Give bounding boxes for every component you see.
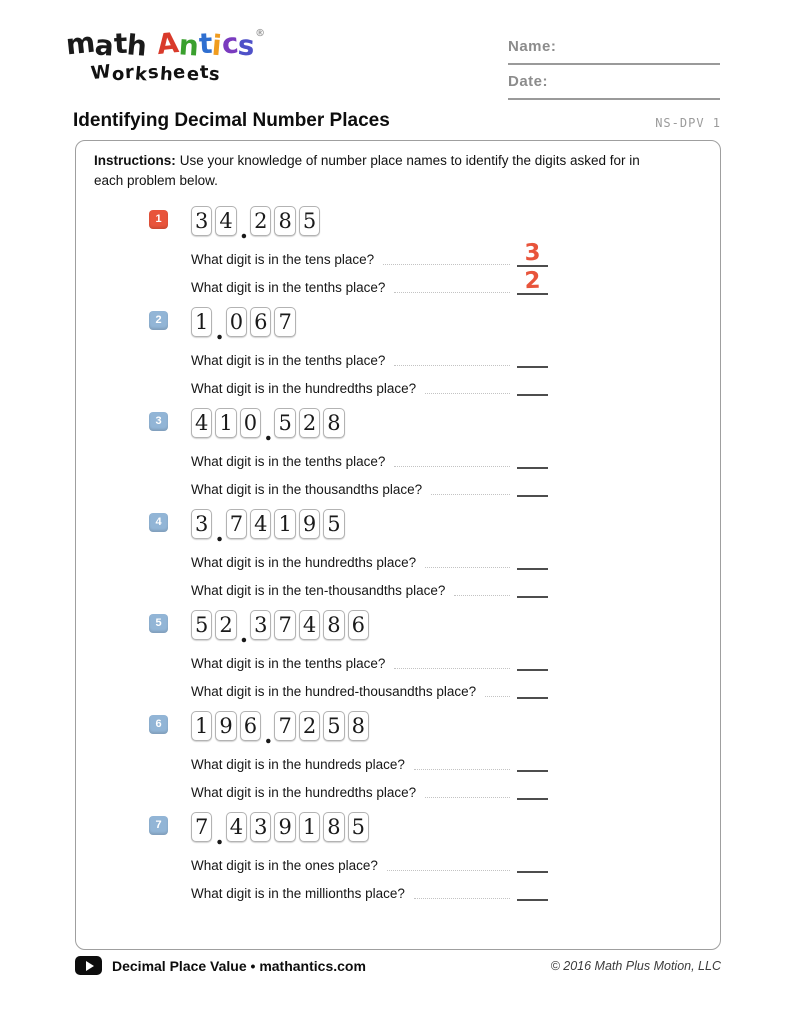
dotted-leader bbox=[485, 696, 510, 697]
title-row bbox=[73, 110, 721, 132]
logo-letter: t bbox=[199, 61, 210, 84]
logo-letter: t bbox=[113, 26, 129, 61]
logo-letter: h bbox=[125, 28, 149, 63]
digit-box: 6 bbox=[348, 610, 369, 640]
digit-box: 3 bbox=[250, 610, 271, 640]
decimal-point: . bbox=[239, 619, 249, 648]
problem bbox=[76, 297, 720, 398]
digit-box: 0 bbox=[226, 307, 247, 337]
question-text: What digit is in the hundreds place? bbox=[191, 757, 405, 772]
dotted-leader bbox=[425, 797, 510, 798]
digit-box: 9 bbox=[215, 711, 236, 741]
digit-box: 1 bbox=[274, 509, 295, 539]
digit-box: 5 bbox=[348, 812, 369, 842]
dotted-leader bbox=[394, 668, 510, 669]
registered-trademark-icon: ® bbox=[255, 28, 266, 39]
answer-line[interactable] bbox=[517, 647, 548, 671]
answer-line[interactable] bbox=[517, 849, 548, 873]
problem bbox=[76, 196, 720, 297]
question-row bbox=[191, 372, 548, 400]
handwritten-answer: 2 bbox=[524, 267, 541, 295]
doc-code: NS-DPV 1 bbox=[655, 116, 721, 130]
play-icon[interactable] bbox=[75, 956, 102, 975]
digit-box: 5 bbox=[191, 610, 212, 640]
digit-box: 7 bbox=[274, 610, 295, 640]
digit-box: 9 bbox=[299, 509, 320, 539]
digit-box: 3 bbox=[250, 812, 271, 842]
problem-number-badge: 7 bbox=[149, 816, 168, 835]
digit-box: 1 bbox=[215, 408, 236, 438]
decimal-point: . bbox=[215, 518, 224, 547]
problem-content bbox=[191, 812, 548, 905]
logo-worksheets-text bbox=[66, 60, 246, 86]
digit-box: 1 bbox=[191, 307, 212, 337]
answer-line[interactable] bbox=[517, 372, 548, 396]
worksheet-body bbox=[75, 140, 721, 950]
dotted-leader bbox=[431, 494, 510, 495]
problem-number-display bbox=[191, 509, 548, 547]
header-fields bbox=[508, 38, 720, 108]
decimal-point: . bbox=[239, 215, 249, 244]
digit-box: 4 bbox=[250, 509, 271, 539]
question-row bbox=[191, 445, 548, 473]
question-text: What digit is in the tenths place? bbox=[191, 656, 386, 671]
question-text: What digit is in the tenths place? bbox=[191, 454, 386, 469]
logo-letter: h bbox=[158, 63, 175, 86]
dotted-leader bbox=[414, 769, 510, 770]
footer-video-title: Decimal Place Value • mathantics.com bbox=[112, 957, 366, 974]
footer-left bbox=[75, 956, 366, 975]
logo-letter: W bbox=[89, 60, 113, 85]
question-text: What digit is in the millionths place? bbox=[191, 886, 405, 901]
digit-box: 1 bbox=[299, 812, 320, 842]
problem-number-display bbox=[191, 711, 548, 749]
dotted-leader bbox=[454, 595, 510, 596]
math-antics-logo bbox=[64, 25, 266, 86]
question-text: What digit is in the tenths place? bbox=[191, 353, 386, 368]
logo-letter: t bbox=[197, 26, 213, 61]
problem-number-badge: 1 bbox=[149, 210, 168, 229]
digit-box: 5 bbox=[274, 408, 295, 438]
answer-line[interactable] bbox=[517, 546, 548, 570]
logo-letter: r bbox=[124, 61, 136, 84]
digit-box: 2 bbox=[299, 711, 320, 741]
problem-number-display bbox=[191, 812, 548, 850]
dotted-leader bbox=[394, 292, 510, 293]
question-text: What digit is in the tenths place? bbox=[191, 280, 386, 295]
question-row bbox=[191, 473, 548, 501]
answer-line[interactable] bbox=[517, 473, 548, 497]
digit-box: 2 bbox=[215, 610, 236, 640]
logo-letter: k bbox=[133, 63, 149, 86]
problem-number-display bbox=[191, 307, 548, 345]
dotted-leader bbox=[394, 365, 510, 366]
decimal-point: . bbox=[215, 316, 224, 345]
digit-box: 8 bbox=[323, 610, 344, 640]
page-title: Identifying Decimal Number Places bbox=[73, 110, 390, 131]
instructions-text: Use your knowledge of number place names to identify the digits asked for in each problem below. bbox=[94, 153, 640, 188]
name-label: Name: bbox=[508, 38, 557, 55]
digit-box: 5 bbox=[299, 206, 320, 236]
question-text: What digit is in the hundred-thousandths place? bbox=[191, 684, 477, 699]
problem-number-badge: 6 bbox=[149, 715, 168, 734]
problem bbox=[76, 600, 720, 701]
logo-letter: o bbox=[110, 63, 126, 86]
logo-letter: s bbox=[146, 61, 161, 84]
digit-box: 9 bbox=[274, 812, 295, 842]
logo-wordmark bbox=[64, 25, 266, 63]
handwritten-answer: 3 bbox=[524, 239, 541, 267]
question-row bbox=[191, 239, 548, 271]
logo-letter: s bbox=[208, 63, 223, 86]
question-row bbox=[191, 344, 548, 372]
decimal-point: . bbox=[264, 417, 273, 446]
date-field[interactable] bbox=[508, 73, 720, 100]
digit-box: 5 bbox=[323, 711, 344, 741]
question-text: What digit is in the hundredths place? bbox=[191, 381, 417, 396]
digit-box: 4 bbox=[226, 812, 247, 842]
play-triangle-icon bbox=[86, 961, 94, 971]
problem-content bbox=[191, 408, 548, 501]
problem-content bbox=[191, 307, 548, 400]
dotted-leader bbox=[425, 393, 510, 394]
digit-box: 4 bbox=[299, 610, 320, 640]
problem-number-display bbox=[191, 610, 548, 648]
problem-content bbox=[191, 711, 548, 804]
dotted-leader bbox=[414, 898, 510, 899]
question-row bbox=[191, 877, 548, 905]
digit-box: 8 bbox=[274, 206, 295, 236]
problem-list bbox=[76, 196, 720, 903]
date-label: Date: bbox=[508, 73, 549, 90]
digit-box: 2 bbox=[299, 408, 320, 438]
question-row bbox=[191, 748, 548, 776]
question-row bbox=[191, 675, 548, 703]
answer-line[interactable] bbox=[517, 344, 548, 368]
answer-line[interactable] bbox=[517, 267, 548, 295]
digit-box: 4 bbox=[215, 206, 236, 236]
logo-letter: i bbox=[210, 28, 224, 63]
copyright: © 2016 Math Plus Motion, LLC bbox=[550, 958, 721, 973]
logo-letter: a bbox=[93, 28, 116, 63]
digit-box: 3 bbox=[191, 509, 212, 539]
answer-line[interactable] bbox=[517, 877, 548, 901]
problem bbox=[76, 802, 720, 903]
digit-box: 0 bbox=[240, 408, 261, 438]
digit-box: 3 bbox=[191, 206, 212, 236]
problem-content bbox=[191, 610, 548, 703]
instructions bbox=[76, 141, 696, 190]
logo-letter: e bbox=[172, 61, 188, 84]
digit-box: 6 bbox=[240, 711, 261, 741]
logo-letter: s bbox=[237, 28, 257, 63]
answer-line[interactable] bbox=[517, 239, 548, 267]
dotted-leader bbox=[387, 870, 510, 871]
problem bbox=[76, 499, 720, 600]
question-text: What digit is in the ones place? bbox=[191, 858, 378, 873]
dotted-leader bbox=[425, 567, 510, 568]
digit-box: 7 bbox=[274, 711, 295, 741]
logo-letter: c bbox=[220, 26, 240, 61]
logo-letter: A bbox=[155, 25, 181, 62]
logo-antics-text bbox=[155, 25, 257, 63]
question-text: What digit is in the tens place? bbox=[191, 252, 375, 267]
answer-line[interactable] bbox=[517, 445, 548, 469]
footer bbox=[75, 956, 721, 975]
digit-box: 7 bbox=[226, 509, 247, 539]
answer-line[interactable] bbox=[517, 574, 548, 598]
answer-line[interactable] bbox=[517, 675, 548, 699]
problem-number-badge: 2 bbox=[149, 311, 168, 330]
problem-number-display bbox=[191, 408, 548, 446]
logo-letter: m bbox=[64, 25, 97, 62]
name-field[interactable] bbox=[508, 38, 720, 65]
logo-math-text bbox=[64, 25, 149, 63]
question-row bbox=[191, 267, 548, 299]
logo-letter: e bbox=[186, 63, 201, 86]
question-row bbox=[191, 546, 548, 574]
problem-number-badge: 5 bbox=[149, 614, 168, 633]
problem-content bbox=[191, 509, 548, 602]
problem-content bbox=[191, 206, 548, 299]
question-text: What digit is in the thousandths place? bbox=[191, 482, 423, 497]
digit-box: 8 bbox=[348, 711, 369, 741]
instructions-label: Instructions: bbox=[94, 153, 176, 168]
digit-box: 7 bbox=[274, 307, 295, 337]
digit-box: 6 bbox=[250, 307, 271, 337]
decimal-point: . bbox=[264, 720, 273, 749]
logo-letter: n bbox=[177, 28, 200, 63]
digit-box: 5 bbox=[323, 509, 344, 539]
decimal-point: . bbox=[215, 821, 224, 850]
question-text: What digit is in the ten-thousandths place? bbox=[191, 583, 446, 598]
digit-box: 4 bbox=[191, 408, 212, 438]
problem-number-badge: 4 bbox=[149, 513, 168, 532]
digit-box: 8 bbox=[323, 408, 344, 438]
digit-box: 7 bbox=[191, 812, 212, 842]
question-row bbox=[191, 574, 548, 602]
problem-number-badge: 3 bbox=[149, 412, 168, 431]
answer-line[interactable] bbox=[517, 776, 548, 800]
problem-number-display bbox=[191, 206, 548, 244]
problem bbox=[76, 398, 720, 499]
question-row bbox=[191, 647, 548, 675]
question-row bbox=[191, 849, 548, 877]
digit-box: 8 bbox=[323, 812, 344, 842]
answer-line[interactable] bbox=[517, 748, 548, 772]
problem bbox=[76, 701, 720, 802]
digit-box: 1 bbox=[191, 711, 212, 741]
digit-box: 2 bbox=[250, 206, 271, 236]
question-row bbox=[191, 776, 548, 804]
dotted-leader bbox=[394, 466, 510, 467]
question-text: What digit is in the hundredths place? bbox=[191, 785, 417, 800]
dotted-leader bbox=[383, 264, 510, 265]
question-text: What digit is in the hundredths place? bbox=[191, 555, 417, 570]
